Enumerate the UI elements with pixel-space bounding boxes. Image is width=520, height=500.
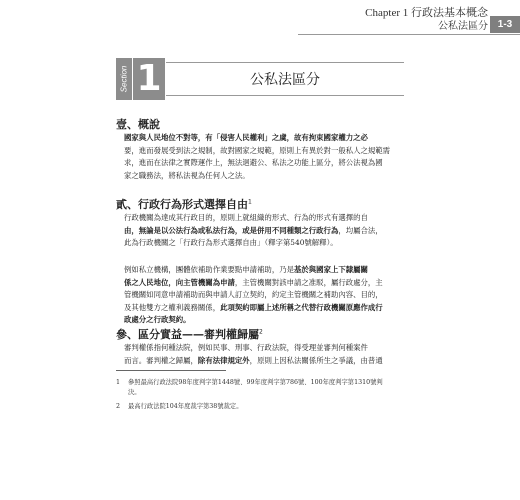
running-header <box>365 6 488 33</box>
plain-text: 例如私立機構，團體依補助作業要點申請補助，乃是 <box>124 265 294 274</box>
footnote-1 <box>116 378 406 398</box>
section-number: 1 <box>133 58 165 100</box>
footnote-ref: 2 <box>259 328 263 336</box>
heading-text: 貳、行政行為形式選擇自由 <box>116 198 248 211</box>
text-line <box>124 132 404 145</box>
footnote-number: 2 <box>116 403 121 410</box>
text-line <box>124 355 404 368</box>
footnote-number: 1 <box>116 379 121 386</box>
footnote-text-cont: 決。 <box>128 389 141 396</box>
heading-overview: 壹、概說 <box>116 118 160 131</box>
text-line: 求，進而在法律之實際運作上，無法迴避公、私法之功能上區分，將公法視為國 <box>124 158 383 167</box>
paragraph-overview <box>124 132 404 182</box>
footnote-text: 參照最高行政法院98年度判字第1448號、99年度判字第786號、100年度判字第1310號判 <box>128 379 383 386</box>
header-rule <box>298 34 520 35</box>
bold-text: 除有法律規定外 <box>197 355 250 365</box>
text-line: 行政機關為達成其行政目的，原則上就組織的形式、行為的形式有選擇的自 <box>124 213 368 222</box>
plain-text: 而言。審判權之歸屬， <box>124 355 198 365</box>
footnote-text: 最高行政法院104年度裁字第38號裁定。 <box>128 403 243 410</box>
footnote-rule <box>116 370 226 371</box>
bold-text: 國家與人民地位不對等，有「侵害人民權利」之虞，故有拘束國家權力之必 <box>124 133 368 142</box>
text-line <box>124 225 404 238</box>
text-line <box>124 314 404 327</box>
plain-text: ，原則上因私法關係所生之爭議，由普通 <box>249 355 383 365</box>
section-subtitle: 公私法區分 <box>438 21 488 32</box>
section-label: Section <box>119 65 129 93</box>
bold-text: 政處分之行政契約。 <box>124 315 191 324</box>
text-line <box>124 264 404 277</box>
plain-text: ，均屬合法， <box>338 225 383 235</box>
text-line: 此為行政機關之「行政行為形式選擇自由」（釋字第540號解釋）。 <box>124 238 338 247</box>
section-title-box <box>166 62 404 96</box>
footnote-2 <box>116 402 406 412</box>
bold-text: 係之人民地位，向主管機關為申請 <box>124 277 235 287</box>
footnote-ref: 1 <box>248 198 252 206</box>
bold-text: 此項契約即屬上述所稱之代替行政機關原應作成行 <box>220 302 383 312</box>
bold-text: 由，無論是以公法行為或私法行為，或是併用不同種類之行政行為 <box>124 225 339 235</box>
text-line <box>124 277 404 290</box>
section-banner <box>116 58 404 100</box>
plain-text: ，主管機關對該申請之准駁，屬行政處分，主 <box>234 277 383 287</box>
chapter-title: Chapter 1 行政法基本概念 <box>365 7 488 19</box>
bold-text: 基於與國家上下隸屬關 <box>294 265 368 274</box>
section-title: 公私法區分 <box>250 72 320 88</box>
text-line: 管機關如同意申請補助而與申請人訂立契約，約定主管機關之補助內容、目的， <box>124 290 383 299</box>
paragraph-jurisdiction <box>124 342 404 367</box>
page-number-tab: 1-3 <box>490 16 520 33</box>
text-line <box>124 302 404 315</box>
section-label-tab <box>116 58 132 100</box>
text-line: 要，進而發展受到法之規制，故對國家之規範，原則上有異於對一般私人之規範需 <box>124 145 391 155</box>
paragraph-form-choice-2 <box>124 264 404 327</box>
paragraph-form-choice-1 <box>124 212 404 250</box>
heading-jurisdiction <box>116 326 263 342</box>
text-line: 家之職務法，將私法視為任何人之法。 <box>124 170 250 180</box>
plain-text: 及其他雙方之權利義務關係， <box>124 302 221 312</box>
text-line: 審判權係指何種法院，例如民事、刑事、行政法院，得受理並審判何種案件 <box>124 343 368 352</box>
heading-form-choice <box>116 196 252 212</box>
heading-text: 參、區分實益——審判權歸屬 <box>116 328 259 341</box>
